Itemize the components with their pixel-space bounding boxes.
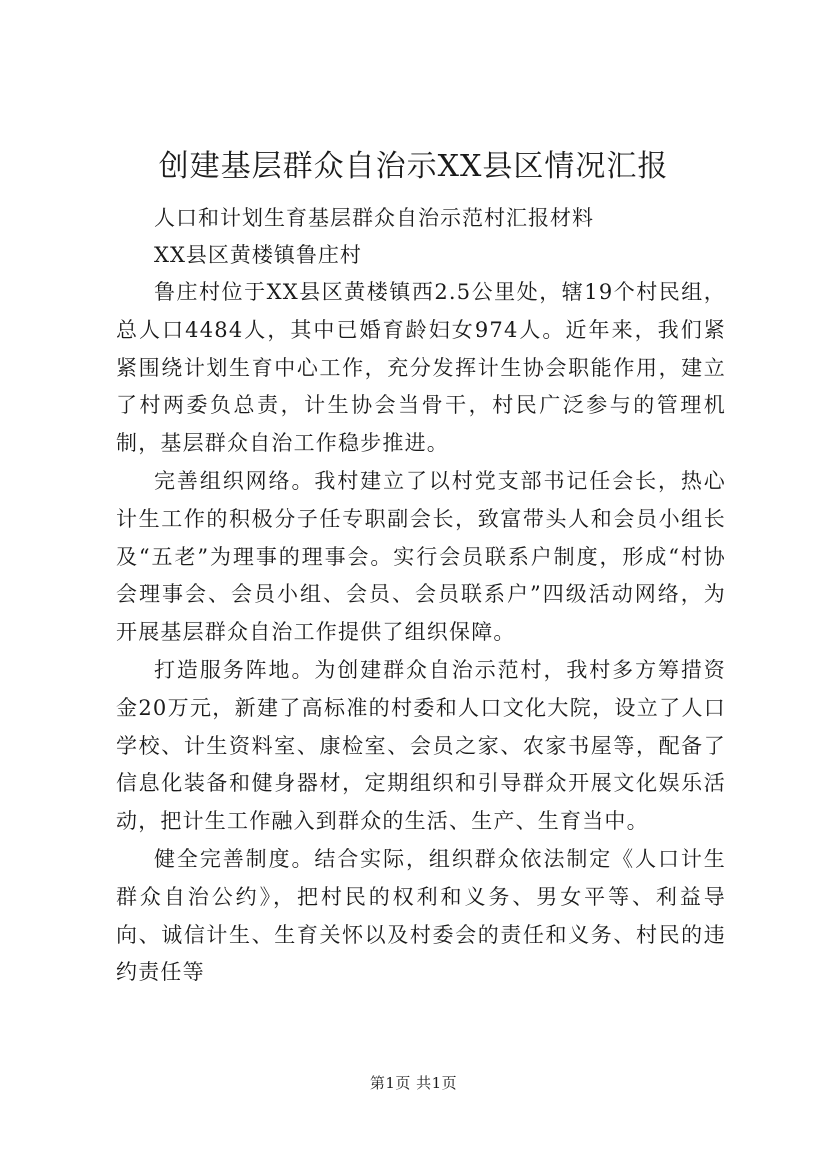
document-body xyxy=(116,200,726,992)
paragraph-intro: 鲁庄村位于XX县区黄楼镇西2.5公里处，辖19个村民组，总人口4484人，其中已婚育龄妇女974人。近年来，我们紧紧围绕计划生育中心工作，充分发挥计生协会职能作用，建立了村两委负总责，计生协会当骨干，村民广泛参与的管理机制，基层群众自治工作稳步推进。 xyxy=(116,280,726,456)
document-title: 创建基层群众自治示XX县区情况汇报 xyxy=(158,149,669,184)
paragraph-organization: 完善组织网络。我村建立了以村党支部书记任会长，热心计生工作的积极分子任专职副会长，致富带头人和会员小组长及“五老”为理事的理事会。实行会员联系户制度，形成“村协会理事会、会员小组、会员、会员联系户”四级活动网络，为开展基层群众自治工作提供了组织保障。 xyxy=(116,468,726,645)
paragraph-system: 健全完善制度。结合实际，组织群众依法制定《人口计生群众自治公约》，把村民的权利和义务、男女平等、利益导向、诚信计生、生育关怀以及村委会的责任和义务、村民的违约责任等 xyxy=(116,846,726,985)
document-location: XX县区黄楼镇鲁庄村 xyxy=(154,243,362,267)
document-subtitle: 人口和计划生育基层群众自治示范村汇报材料 xyxy=(154,206,594,230)
page-footer: 第1页 共1页 xyxy=(369,1074,458,1092)
paragraph-service: 打造服务阵地。为创建群众自治示范村，我村多方筹措资金20万元，新建了高标准的村委和人口文化大院，设立了人口学校、计生资料室、康检室、会员之家、农家书屋等，配备了信息化装备和健身器材，定期组织和引导群众开展文化娱乐活动，把计生工作融入到群众的生活、生产、生育当中。 xyxy=(116,657,726,834)
